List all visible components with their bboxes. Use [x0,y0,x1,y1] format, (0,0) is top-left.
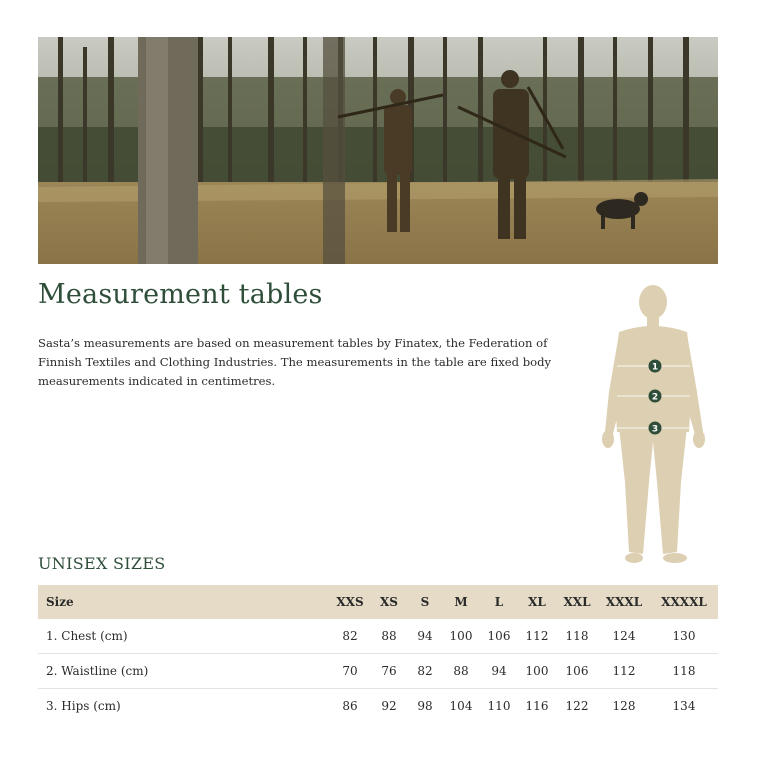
table-cell: 88 [442,654,480,689]
row-label: 3. Hips (cm) [46,699,121,713]
header-size: Size [38,585,330,619]
body-measurement-figure [597,282,717,572]
marker-hips [649,422,662,435]
header-s: S [408,585,442,619]
row-label: 2. Waistline (cm) [38,654,330,689]
header-l: L [480,585,518,619]
svg-text:1: 1 [651,362,659,373]
header-xs: XS [370,585,408,619]
table-cell: 122 [565,699,589,713]
table-cell: 70 [330,654,370,689]
table-cell: 88 [370,619,408,654]
table-cell: 104 [449,699,473,713]
svg-text:3: 3 [651,424,659,435]
table-cell: 94 [408,619,442,654]
table-row [38,654,718,689]
table-cell: 118 [650,654,718,689]
marker-waistline [649,390,662,403]
table-cell: 128 [612,699,636,713]
header-m: M [442,585,480,619]
table-cell: 124 [598,619,650,654]
table-cell: 106 [480,619,518,654]
table-row [38,689,718,724]
table-cell: 94 [480,654,518,689]
table-cell: 110 [487,699,511,713]
intro-paragraph: Sasta’s measurements are based on measurement tables by Finatex, the Federation of Finnish Textiles and Clothing Industries. The measurements in the table are fixed body measurements indicated in centimetres. [38,336,552,388]
table-cell: 100 [518,654,556,689]
table-cell: 82 [408,654,442,689]
table-cell: 100 [442,619,480,654]
hero-image [38,37,718,264]
table-header-row [38,585,718,619]
table-cell: 134 [672,699,696,713]
table-cell: 106 [556,654,598,689]
header-xxs: XXS [330,585,370,619]
table-cell: 112 [598,654,650,689]
table-cell: 112 [518,619,556,654]
table-cell: 98 [417,699,433,713]
header-xxl: XXL [556,585,598,619]
header-xxxl: XXXL [598,585,650,619]
table-row [38,619,718,654]
human-silhouette-icon [597,282,717,572]
size-table [38,585,718,723]
table-cell: 130 [650,619,718,654]
section-title: UNISEX SIZES [38,554,166,573]
marker-chest [649,360,662,373]
table-cell: 82 [330,619,370,654]
page-title: Measurement tables [38,279,323,310]
table-cell: 76 [370,654,408,689]
header-xl: XL [518,585,556,619]
header-xxxxl: XXXXL [650,585,718,619]
svg-text:2: 2 [651,392,659,403]
table-cell: 116 [525,699,549,713]
table-cell: 92 [381,699,397,713]
table-cell: 118 [556,619,598,654]
row-label: 1. Chest (cm) [38,619,330,654]
table-cell: 86 [342,699,358,713]
